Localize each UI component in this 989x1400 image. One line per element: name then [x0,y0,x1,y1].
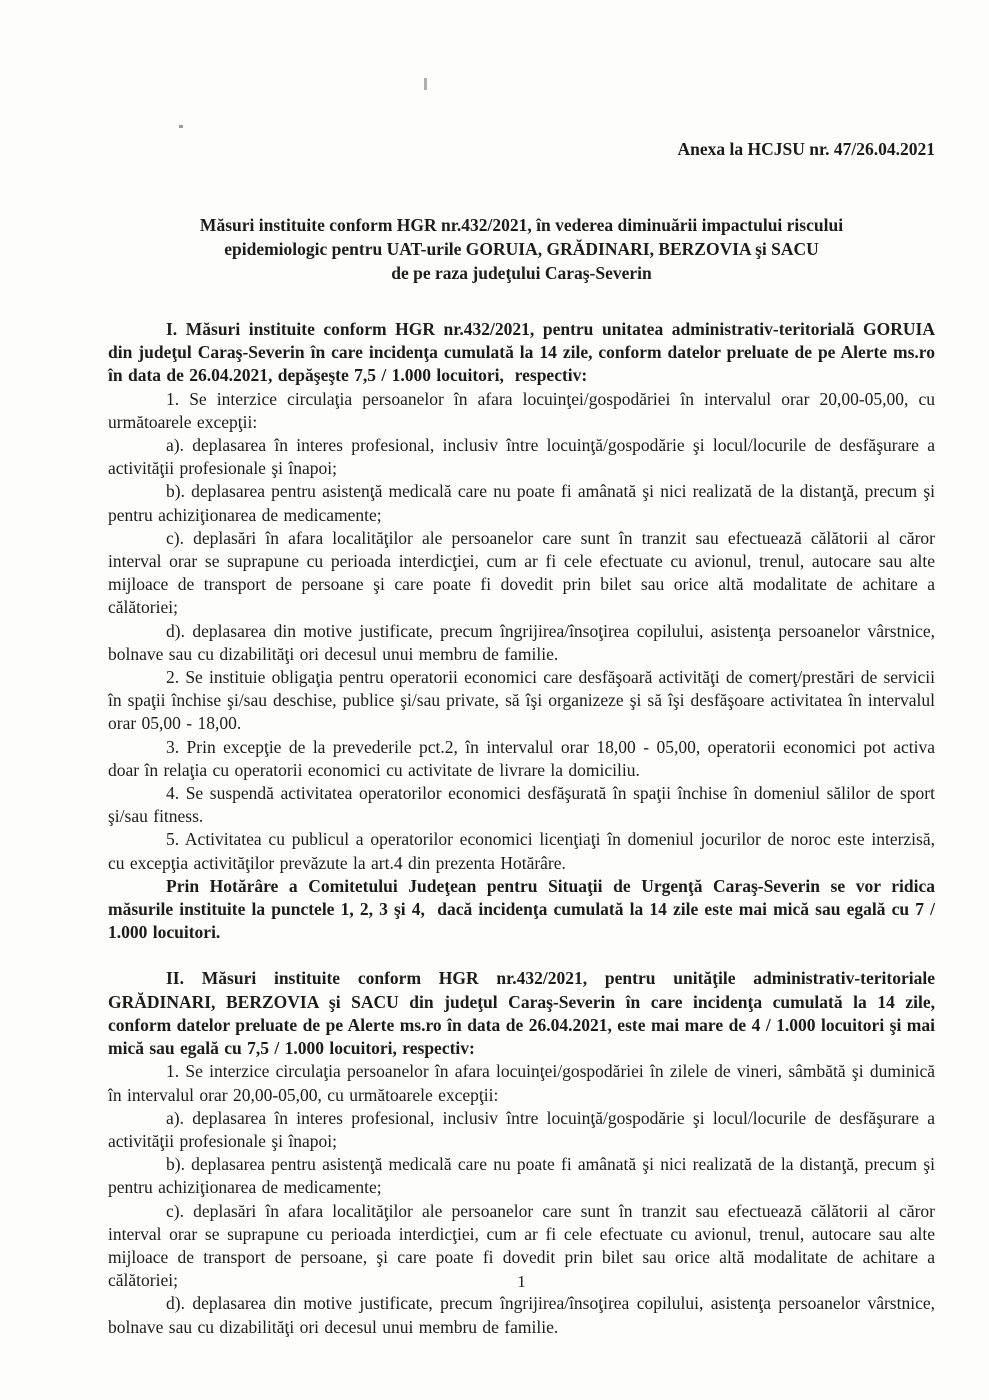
section-2-intro: II. Măsuri instituite conform HGR nr.432/2021, pentru unităţile administrativ-teritoriale GRĂDINARI, BERZOVIA şi SACU din judeţul Caraş-Severin în care incidenţa cumulată la 14 zile, conform datelor preluate de pe Alerte ms.ro în data de 26.04.2021, este mai mare de 4 / 1.000 locuitori şi mai mică sau egală cu 7,5 / 1.000 locuitori, respectiv: [108,968,935,1059]
document-title [108,213,935,285]
page-number: 1 [517,1272,526,1291]
section-1-point-3: 3. Prin excepţie de la prevederile pct.2, în intervalul orar 18,00 - 05,00, operatorii economici pot activa doar în relaţia cu operatorii economici cu activitate de livrare la domiciliu. [108,736,935,780]
section-2-point-1d: d). deplasarea din motive justificate, precum îngrijirea/însoţirea copilului, asistenţa persoanelor vârstnice, bolnave sau cu dizabilităţi ori decesul unui membru de familie. [108,1293,935,1337]
section-1-point-1c: c). deplasări în afara localităţilor ale persoanelor care sunt în tranzit sau efectuează călătorii al căror interval orar se suprapune cu perioada interdicţiei, cum ar fi cele efectuate cu avionul, trenul, autocare sau alte mijloace de transport de persoane şi care poate fi dovedit prin bilet sau orice altă modalitate de achitare a călătoriei; [108,527,935,618]
section-1-point-4: 4. Se suspendă activitatea operatorilor economici desfăşurată în spaţii închise în domeniul sălilor de sport şi/sau fitness. [108,783,935,827]
section-1-point-1b: b). deplasarea pentru asistenţă medicală care nu poate fi amânată şi nici realizată de la distanţă, precum şi pentru achiziţionarea de medicamente; [108,481,935,525]
section-1-point-1d: d). deplasarea din motive justificate, precum îngrijirea/însoţirea copilului, asistenţa persoanelor vârstnice, bolnave sau cu dizabilităţi ori decesul unui membru de familie. [108,620,935,664]
section-2-point-1a: a). deplasarea în interes profesional, inclusiv între locuinţă/gospodărie şi locul/locurile de desfăşurare a activităţii profesionale şi înapoi; [108,1107,935,1151]
section-1-point-1a: a). deplasarea în interes profesional, inclusiv între locuinţă/gospodărie şi locul/locurile de desfăşurare a activităţii profesionale şi înapoi; [108,435,935,479]
section-1-point-5: 5. Activitatea cu publicul a operatorilor economici licenţiaţi în domeniul jocurilor de noroc este interzisă, cu excepţia activităţilor prevăzute la art.4 din prezenta Hotărâre. [108,829,935,873]
section-2-point-1: 1. Se interzice circulaţia persoanelor în afara locuinţei/gospodăriei în zilele de vineri, sâmbătă şi duminică în intervalul orar 20,00-05,00, cu următoarele excepţii: [108,1061,935,1105]
section-1-point-1: 1. Se interzice circulaţia persoanelor în afara locuinţei/gospodăriei în intervalul orar 20,00-05,00, cu următoarele excepţii: [108,388,935,432]
title-line-1: Măsuri instituite conform HGR nr.432/2021, în vederea diminuării impactului riscului [199,215,844,235]
annex-reference: Anexa la HCJSU nr. 47/26.04.2021 [677,139,935,159]
section-2-point-1c: c). deplasări în afara localităţilor ale persoanelor care sunt în tranzit sau efectuează călătorii al căror interval orar se suprapune cu perioada interdicţiei, cum ar fi cele efectuate cu avionul, trenul, autocare sau alte mijloace de transport de persoane, şi care poate fi dovedit prin bilet sau orice altă modalitate de achitare a călătoriei; [108,1200,935,1291]
section-1-point-2: 2. Se instituie obligaţia pentru operatorii economici care desfăşoară activităţi de comerţ/prestări de servicii în spaţii închise şi/sau deschise, publice şi/sau private, să îşi organizeze şi să îşi desfăşoare activitatea în intervalul orar 05,00 - 18,00. [108,667,935,734]
scan-artifact [179,125,183,128]
title-line-2: epidemiologic pentru UAT-urile GORUIA, GRĂDINARI, BERZOVIA şi SACU [224,239,819,259]
section-1-closing: Prin Hotărâre a Comitetului Judeţean pentru Situaţii de Urgenţă Caraş-Severin se vor ridica măsurile instituite la punctele 1, 2, 3 şi 4, dacă incidenţa cumulată la 14 zile este mai mică sau egală cu 7 / 1.000 locuitori. [108,875,935,943]
section-divider-space [108,944,935,967]
document-content [108,138,935,1339]
scan-artifact [424,78,427,90]
section-1-intro: I. Măsuri instituite conform HGR nr.432/2021, pentru unitatea administrativ-teritorială GORUIA din judeţul Caraş-Severin în care incidenţa cumulată la 14 zile, conform datelor preluate de pe Alerte ms.ro în data de 26.04.2021, depăşeşte 7,5 / 1.000 locuitori, respectiv: [108,319,935,386]
section-2-point-1b: b). deplasarea pentru asistenţă medicală care nu poate fi amânată şi nici realizată de la distanţă, precum şi pentru achiziţionarea de medicamente; [108,1154,935,1198]
title-line-3: de pe raza judeţului Caraş-Severin [391,263,652,283]
